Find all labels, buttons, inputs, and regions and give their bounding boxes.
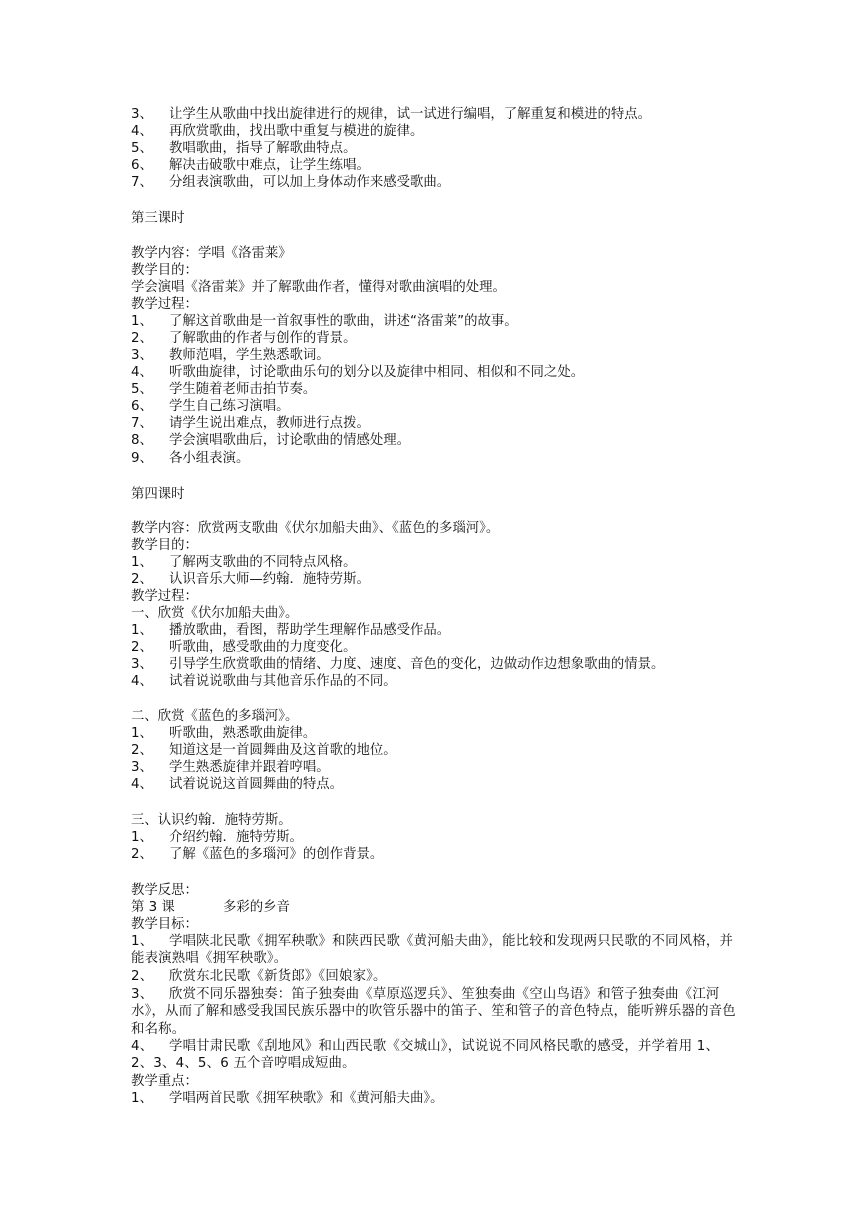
list-item: 4、 听歌曲旋律，讨论歌曲乐句的划分以及旋律中相同、相似和不同之处。 xyxy=(131,365,585,380)
list-item: 9、 各小组表演。 xyxy=(131,451,250,466)
list-item: 1、 播放歌曲，看图，帮助学生理解作品感受作品。 xyxy=(131,623,451,638)
part3-title: 三、认识约翰．施特劳斯。 xyxy=(131,813,292,828)
part1-title: 一、欣赏《伏尔加船夫曲》。 xyxy=(131,606,299,621)
part2-title: 二、欣赏《蓝色的多瑙河》。 xyxy=(131,709,299,724)
reflection-label: 教学反思： xyxy=(131,883,198,898)
list-item: 1、 了解两支歌曲的不同特点风格。 xyxy=(131,555,357,570)
lesson3-goal: 学会演唱《洛雷莱》并了解歌曲作者，懂得对歌曲演唱的处理。 xyxy=(131,280,506,295)
list-item: 5、 教唱歌曲，指导了解歌曲特点。 xyxy=(131,141,357,156)
lesson4-process-label: 教学过程： xyxy=(131,589,198,604)
list-item: 2、 了解歌曲的作者与创作的背景。 xyxy=(131,331,357,346)
goal-paragraph: 3、 欣赏不同乐器独奏：笛子独奏曲《草原巡逻兵》、笙独奏曲《空山鸟语》和管子独奏曲《江河水》，从而了解和感受我国民族乐器中的吹管乐器中的笛子、笙和管子的音色特点，能听辨乐器的音色和名称。 xyxy=(131,987,736,1037)
goal-paragraph: 1、 学唱陕北民歌《拥军秧歌》和陕西民歌《黄河船夫曲》，能比较和发现两只民歌的不同风格，并能表演熟唱《拥军秧歌》。 xyxy=(131,934,734,967)
lesson3-process-label: 教学过程： xyxy=(131,297,198,312)
list-item: 1、 学唱两首民歌《拥军秧歌》和《黄河船夫曲》。 xyxy=(131,1091,444,1106)
lesson3-content: 教学内容：学唱《洛雷莱》 xyxy=(131,246,292,261)
list-item: 7、 分组表演歌曲，可以加上身体动作来感受歌曲。 xyxy=(131,175,451,190)
lesson4-content: 教学内容：欣赏两支歌曲《伏尔加船夫曲》、《蓝色的多瑙河》。 xyxy=(131,521,500,536)
goal-paragraph: 2、 欣赏东北民歌《新货郎》《回娘家》。 xyxy=(131,969,387,984)
key-label: 教学重点： xyxy=(131,1074,198,1089)
list-item: 2、 知道这是一首圆舞曲及这首歌的地位。 xyxy=(131,743,397,758)
list-item: 5、 学生随着老师击拍节奏。 xyxy=(131,382,317,397)
lesson3-goal-label: 教学目的： xyxy=(131,263,198,278)
list-item: 4、 再欣赏歌曲，找出歌中重复与模进的旋律。 xyxy=(131,124,424,139)
lesson4-goal-label: 教学目的： xyxy=(131,538,198,553)
list-item: 7、 请学生说出难点，教师进行点拨。 xyxy=(131,416,370,431)
list-item: 4、 试着说说歌曲与其他音乐作品的不同。 xyxy=(131,674,397,689)
list-item: 2、 听歌曲，感受歌曲的力度变化。 xyxy=(131,640,357,655)
list-item: 3、 学生熟悉旋律并跟着哼唱。 xyxy=(131,760,330,775)
list-item: 3、 教师范唱，学生熟悉歌词。 xyxy=(131,348,330,363)
list-item: 2、 了解《蓝色的多瑙河》的创作背景。 xyxy=(131,847,384,862)
lesson3-heading: 第三课时 xyxy=(131,211,185,226)
list-item: 6、 学生自己练习演唱。 xyxy=(131,399,290,414)
list-item: 6、 解决击破歌中难点，让学生练唱。 xyxy=(131,158,370,173)
unit-goal-label: 教学目标： xyxy=(131,917,198,932)
unit-title: 第 3 课 多彩的乡音 xyxy=(131,900,290,915)
list-item: 4、 试着说说这首圆舞曲的特点。 xyxy=(131,777,344,792)
list-item: 1、 介绍约翰．施特劳斯。 xyxy=(131,830,303,845)
list-item: 1、 听歌曲，熟悉歌曲旋律。 xyxy=(131,726,317,741)
list-item: 2、 认识音乐大师—约翰．施特劳斯。 xyxy=(131,572,370,587)
goal-paragraph: 4、 学唱甘肃民歌《刮地风》和山西民歌《交城山》，试说说不同风格民歌的感受，并学着用 1、2、3、4、5、6 五个音哼唱成短曲。 xyxy=(131,1039,720,1072)
list-item: 3、 引导学生欣赏歌曲的情绪、力度、速度、音色的变化，边做动作边想象歌曲的情景。 xyxy=(131,657,665,672)
list-item: 3、 让学生从歌曲中找出旋律进行的规律，试一试进行编唱，了解重复和模进的特点。 xyxy=(131,107,652,122)
lesson4-heading: 第四课时 xyxy=(131,487,185,502)
list-item: 8、 学会演唱歌曲后，讨论歌曲的情感处理。 xyxy=(131,433,411,448)
list-item: 1、 了解这首歌曲是一首叙事性的歌曲，讲述“洛雷莱”的故事。 xyxy=(131,314,518,329)
